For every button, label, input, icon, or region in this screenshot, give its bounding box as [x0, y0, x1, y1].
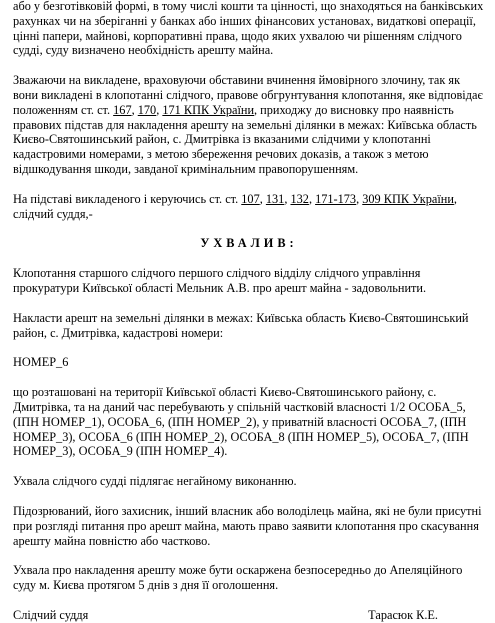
paragraph-assets: або у безготівковій формі, в тому числі кошти та цінності, що знаходяться на банківських рахунках чи на зберіганні у банках або інших фінансових установах, видаткові операції, цінні папери, майнові, корпоративні права, щодо яких ухвалою чи рішенням слідчого судді, суду визначено необхідність арешту майна. [13, 0, 484, 58]
paragraph-basis: На підставі викладеного і керуючись ст. ст. 107, 131, 132, 171-173, 309 КПК України, слідчий суддя,- [13, 191, 457, 221]
basis-text-before: На підставі викладеного і керуючись ст. ст. [13, 191, 239, 206]
ruling-heading: УХВАЛИВ: [200, 236, 298, 251]
law-link-167[interactable]: 167 [113, 102, 132, 117]
paragraph-appeal: Ухвала про накладення арешту може бути оскаржена безпосередньо до Апеляційного суду м. Києва протягом 5 днів з дня її оголошення. [13, 563, 463, 593]
reasoning-text-after: , приходжу до висновку про наявність правових підстав для накладення арешту на земельні ділянки в межах: Київська область Києво-Святошинський район, с. Дмитрівка із вказаними слідчими у клопотанні кадастровими номерами, з метою збереження речових доказів, а також з метою відшкодування шкоди, завданої кримінальним правопорушенням. [13, 102, 477, 176]
law-link-171-kpk[interactable]: 171 КПК України [162, 102, 255, 117]
law-link-132[interactable]: 132 [290, 191, 309, 206]
law-link-309-kpk[interactable]: 309 КПК України [362, 191, 454, 206]
law-link-171-173[interactable]: 171-173 [315, 191, 357, 206]
reasoning-text-before: Зважаючи на викладене, враховуючи обставини вчинення ймовірного злочину, так як вони викладені в клопотанні слідчого, правове обгрунтування клопотання, яке відповідає положенням ст. ст. [13, 73, 483, 117]
paragraph-impose-arrest: Накласти арешт на земельні ділянки в межах: Київська область Києво-Святошинський район, с. Дмитрівка, кадастрові номери: [13, 310, 469, 340]
paragraph-immediate-execution: Ухвала слідчого судді підлягає негайному виконанню. [13, 474, 297, 489]
law-link-107[interactable]: 107 [241, 191, 260, 206]
law-link-170[interactable]: 170 [137, 102, 157, 117]
paragraph-grant-motion: Клопотання старшого слідчого першого слідчого відділу слідчого управління прокуратури Київської області Мельник А.В. про арешт майна - задовольнити. [13, 266, 427, 295]
law-link-131[interactable]: 131 [265, 191, 285, 206]
paragraph-reasoning: Зважаючи на викладене, враховуючи обставини вчинення ймовірного злочину, так як вони викладені в клопотанні слідчого, правове обгрунтування клопотання, яке відповідає положенням ст. ст. 167, 170, 171 КПК України, приходжу до висновку про наявність правових підстав для накладення арешту на земельні ділянки в межах: Київська область Києво-Святошинський район, с. Дмитрівка із вказаними слідчими у клопотанні кадастровими номерами, з метою збереження речових доказів, а також з метою відшкодування шкоди, завданої кримінальним правопорушенням. [13, 73, 483, 176]
signature-block [13, 608, 485, 623]
signature-name: Тарасюк К.Е. [368, 607, 438, 622]
paragraph-owners: що розташовані на території Київської області Києво-Святошинського району, с. Дмитрівка, та на даний час перебувають у спільній частковій власності 1/2 ОСОБА_5, (ІПН НОМЕР_1), ОСОБА_6, (ІПН НОМЕР_2), у приватній власності ОСОБА_7, (ІПН НОМЕР_3), ОСОБА_6 (ІПН НОМЕР_2), ОСОБА_8 (ІПН НОМЕР_5), ОСОБА_7, (ІПН НОМЕР_3), ОСОБА_9 (ІПН НОМЕР_4). [13, 385, 469, 459]
cadastral-number: НОМЕР_6 [13, 355, 69, 370]
signature-role: Слідчий суддя [13, 607, 89, 622]
basis-text-after: , слідчий суддя,- [13, 191, 457, 221]
paragraph-right-to-cancel: Підозрюваний, його захисник, інший власник або володілець майна, які не були присутні при розгляді питання про арешт майна, мають право заявити клопотання про скасування арешту майна повністю або частково. [13, 503, 482, 548]
